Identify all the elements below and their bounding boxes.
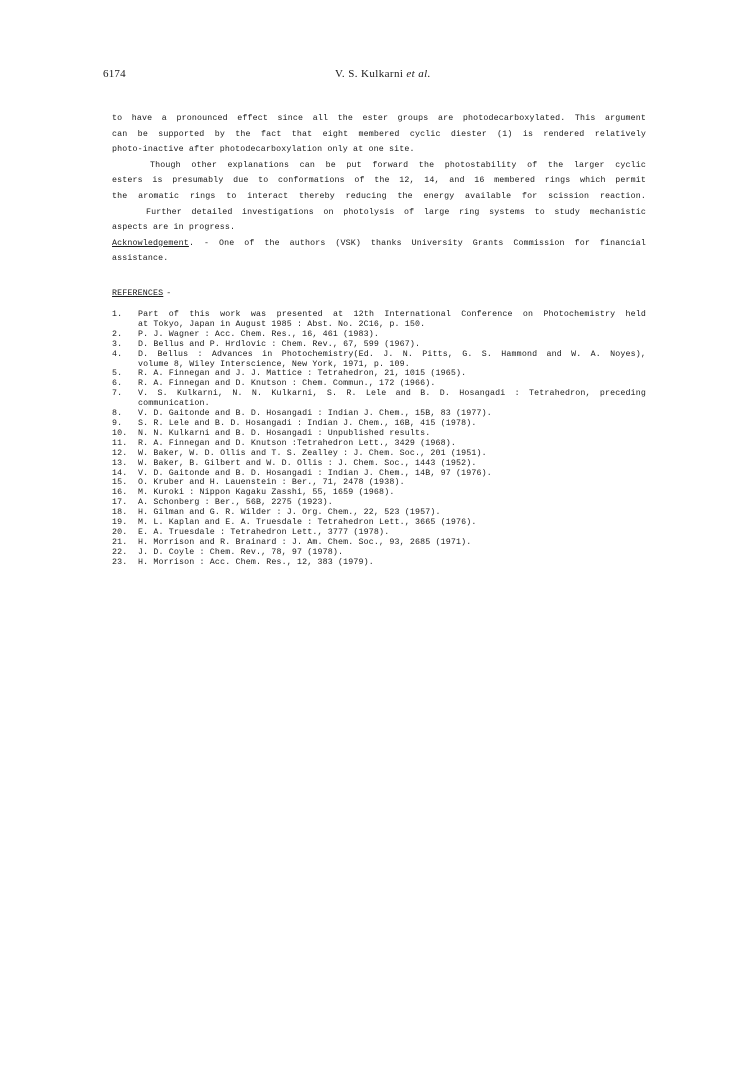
reference-text xyxy=(138,548,646,558)
reference-item xyxy=(112,548,646,558)
reference-number: 2. xyxy=(112,329,123,339)
reference-number: 18. xyxy=(112,508,128,518)
reference-line: N. N. Kulkarni and B. D. Hosangadi : Unpublished results. xyxy=(138,428,431,438)
reference-number: 20. xyxy=(112,527,128,537)
reference-number: 17. xyxy=(112,498,128,508)
reference-number: 9. xyxy=(112,418,123,428)
reference-text xyxy=(138,369,646,379)
acknowledgement-line: assistance. xyxy=(112,254,169,264)
reference-item xyxy=(112,429,646,439)
reference-text xyxy=(138,478,646,488)
reference-line: S. R. Lele and B. D. Hosangadi : Indian J. Chem., 16B, 415 (1978). xyxy=(138,418,477,428)
acknowledgement-label: Acknowledgement xyxy=(112,238,189,248)
header-author xyxy=(335,68,431,80)
reference-number: 7. xyxy=(112,389,123,399)
reference-number: 12. xyxy=(112,448,128,458)
reference-line: P. J. Wagner : Acc. Chem. Res., 16, 461 (1983). xyxy=(138,329,380,339)
reference-line: W. Baker, W. D. Ollis and T. S. Zealley : J. Chem. Soc., 201 (1951). xyxy=(138,448,487,458)
reference-line: D. Bellus : Advances in Photochemistry(Ed. J. N. Pitts, G. S. Hammond and W. A. Noyes), xyxy=(138,349,646,359)
page-number: 6174 xyxy=(103,68,126,80)
reference-line: H. Morrison and R. Brainard : J. Am. Chem. Soc., 93, 2685 (1971). xyxy=(138,537,472,547)
acknowledgement-text: . - One of the authors (VSK) thanks University Grants Commission for financial xyxy=(188,238,646,248)
reference-number: 16. xyxy=(112,488,128,498)
reference-number: 8. xyxy=(112,409,123,419)
acknowledgement-line xyxy=(112,236,646,252)
reference-item xyxy=(112,389,646,409)
article-body xyxy=(112,111,646,267)
reference-item xyxy=(112,350,646,370)
reference-text xyxy=(138,350,646,370)
reference-item xyxy=(112,508,646,518)
reference-line: at Tokyo, Japan in August 1985 : Abst. No. 2C16, p. 150. xyxy=(138,319,426,329)
reference-item xyxy=(112,340,646,350)
reference-text xyxy=(138,340,646,350)
reference-item xyxy=(112,558,646,568)
reference-text xyxy=(138,419,646,429)
reference-list xyxy=(112,310,646,568)
reference-number: 22. xyxy=(112,547,128,557)
text-line: to have a pronounced effect since all the ester groups are photodecarboxylated. This argument xyxy=(112,114,646,123)
reference-text xyxy=(138,429,646,439)
text-line: Though other explanations can be put forward the photostability of the larger cyclic xyxy=(150,160,646,170)
reference-item xyxy=(112,409,646,419)
reference-line: D. Bellus and P. Hrdlovic : Chem. Rev., 67, 599 (1967). xyxy=(138,339,421,349)
reference-line: W. Baker, B. Gilbert and W. D. Ollis : J. Chem. Soc., 1443 (1952). xyxy=(138,458,477,468)
reference-line: R. A. Finnegan and J. J. Mattice : Tetrahedron, 21, 1015 (1965). xyxy=(138,369,467,379)
reference-text xyxy=(138,528,646,538)
references-heading-text: REFERENCES xyxy=(112,289,164,298)
reference-text xyxy=(138,409,646,419)
reference-text xyxy=(138,538,646,548)
text-line: Further detailed investigations on photolysis of large ring systems to study mechanistic xyxy=(146,207,646,217)
reference-text xyxy=(138,439,646,449)
reference-item xyxy=(112,330,646,340)
reference-line: R. A. Finnegan and D. Knutson :Tetrahedron Lett., 3429 (1968). xyxy=(138,438,456,448)
references-heading xyxy=(112,289,171,298)
reference-item xyxy=(112,478,646,488)
reference-number: 11. xyxy=(112,438,128,448)
reference-line: volume 8, Wiley Interscience, New York, 1971, p. 109. xyxy=(138,359,410,369)
text-line: can be supported by the fact that eight membered cyclic diester (1) is rendered relatively xyxy=(112,129,646,139)
reference-item xyxy=(112,469,646,479)
reference-text xyxy=(138,518,646,528)
reference-text xyxy=(138,488,646,498)
reference-text xyxy=(138,449,646,459)
text-line: aspects are in progress. xyxy=(112,223,236,233)
reference-text xyxy=(138,330,646,340)
running-head xyxy=(103,68,648,86)
reference-item xyxy=(112,459,646,469)
reference-item xyxy=(112,528,646,538)
reference-line: A. Schonberg : Ber., 56B, 2275 (1923). xyxy=(138,498,333,508)
reference-item xyxy=(112,369,646,379)
reference-line: O. Kruber and H. Lauenstein : Ber., 71, 2478 (1938). xyxy=(138,478,405,488)
paragraph-further-work xyxy=(112,205,646,236)
reference-number: 3. xyxy=(112,339,123,349)
reference-line: V. D. Gaitonde and B. D. Hosangadi : Indian J. Chem., 15B, 83 (1977). xyxy=(138,409,492,419)
reference-item xyxy=(112,488,646,498)
paragraph-argument xyxy=(112,111,646,158)
header-et-al: et al. xyxy=(406,68,431,80)
reference-line: H. Morrison : Acc. Chem. Res., 12, 383 (1979). xyxy=(138,557,374,567)
reference-line: V. D. Gaitonde and B. D. Hosangadi : Indian J. Chem., 14B, 97 (1976). xyxy=(138,468,492,478)
acknowledgement xyxy=(112,236,646,267)
reference-item xyxy=(112,449,646,459)
reference-number: 4. xyxy=(112,349,123,359)
reference-number: 10. xyxy=(112,428,128,438)
reference-text xyxy=(138,379,646,389)
text-line: the aromatic rings to interact thereby reducing the energy available for scission reaction. xyxy=(112,191,646,201)
reference-line: communication. xyxy=(138,399,210,409)
reference-text xyxy=(138,459,646,469)
reference-text xyxy=(138,498,646,508)
reference-number: 21. xyxy=(112,537,128,547)
reference-text xyxy=(138,310,646,330)
reference-line: M. Kuroki : Nippon Kagaku Zasshi, 55, 1659 (1968). xyxy=(138,488,395,498)
reference-number: 23. xyxy=(112,557,128,567)
reference-item xyxy=(112,518,646,528)
references-heading-dash: - xyxy=(166,289,172,298)
reference-line: M. L. Kaplan and E. A. Truesdale : Tetrahedron Lett., 3665 (1976). xyxy=(138,518,477,528)
reference-number: 14. xyxy=(112,468,128,478)
reference-line: R. A. Finnegan and D. Knutson : Chem. Commun., 172 (1966). xyxy=(138,379,436,389)
paragraph-photostability xyxy=(112,158,646,205)
reference-line: E. A. Truesdale : Tetrahedron Lett., 3777 (1978). xyxy=(138,527,390,537)
reference-item xyxy=(112,439,646,449)
reference-text xyxy=(138,469,646,479)
reference-line: J. D. Coyle : Chem. Rev., 78, 97 (1978). xyxy=(138,547,344,557)
reference-line: Part of this work was presented at 12th International Conference on Photochemistry held xyxy=(138,310,646,319)
reference-item xyxy=(112,419,646,429)
reference-item xyxy=(112,379,646,389)
reference-text xyxy=(138,389,646,409)
reference-text xyxy=(138,558,646,568)
reference-number: 15. xyxy=(112,478,128,488)
reference-number: 13. xyxy=(112,458,128,468)
reference-number: 6. xyxy=(112,379,123,389)
reference-line: V. S. Kulkarni, N. N. Kulkarni, S. R. Lele and B. D. Hosangadi : Tetrahedron, preceding xyxy=(138,389,646,399)
reference-line: H. Gilman and G. R. Wilder : J. Org. Chem., 22, 523 (1957). xyxy=(138,508,441,518)
reference-text xyxy=(138,508,646,518)
reference-number: 19. xyxy=(112,518,128,528)
header-author-name: V. S. Kulkarni xyxy=(335,68,404,80)
reference-item xyxy=(112,498,646,508)
reference-number: 1. xyxy=(112,310,123,319)
reference-item xyxy=(112,310,646,330)
reference-item xyxy=(112,538,646,548)
text-line: esters is presumably due to conformations of the 12, 14, and 16 membered rings which permit xyxy=(112,176,646,186)
reference-number: 5. xyxy=(112,369,123,379)
text-line: photo-inactive after photodecarboxylation only at one site. xyxy=(112,145,415,155)
